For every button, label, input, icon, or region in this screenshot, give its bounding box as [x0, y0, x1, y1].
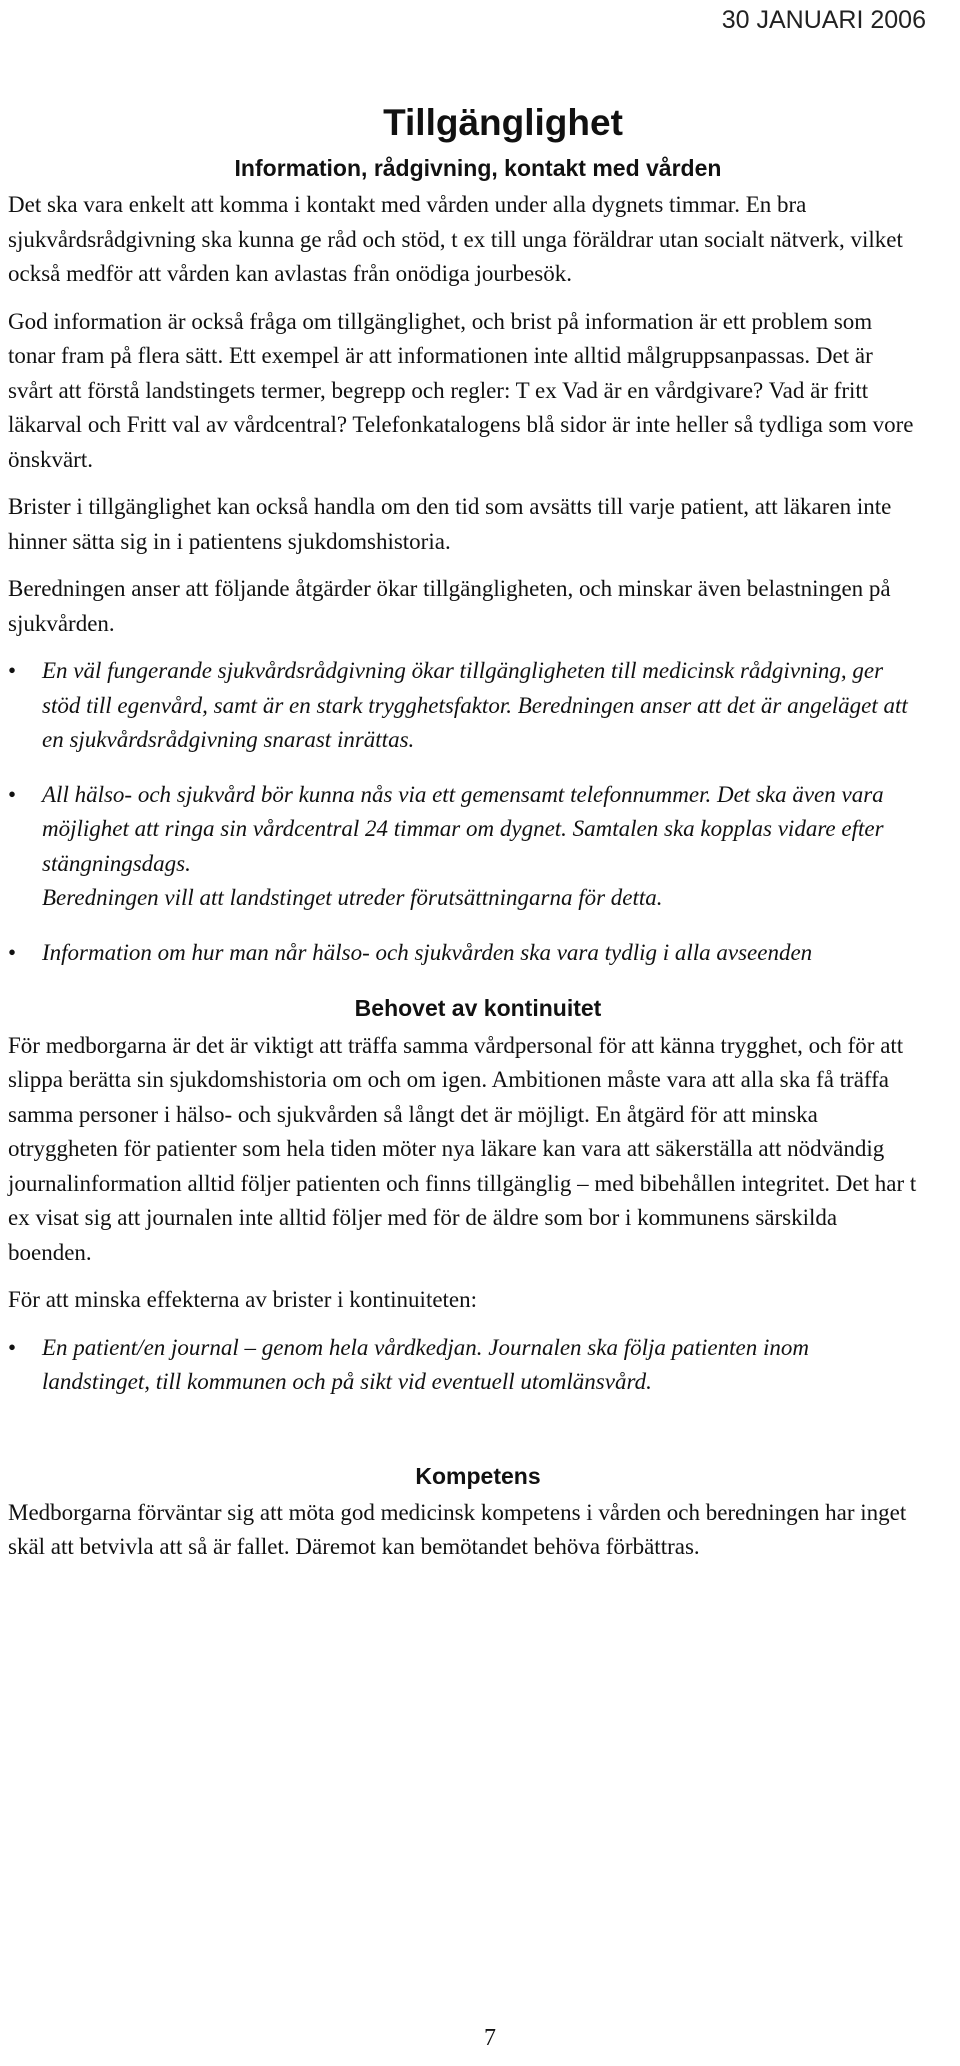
list-item — [8, 778, 918, 916]
paragraph: För medborgarna är det är viktigt att träffa samma vårdpersonal för att känna trygghet, och för att slippa berätta sin sjukdomshistoria om och om igen. Ambitionen måste vara att alla ska få träffa samma personer i hälso- och sjukvården så långt det är möjligt. En åtgärd för att minska otryggheten för patienter som hela tiden möter nya läkare kan vara att säkerställa att nödvändig journalinformation alltid följer patienten och finns tillgänglig – med bibehållen integritet. Det har t ex visat sig att journalen inte alltid följer med för de äldre som bor i kommunens särskilda boenden. — [8, 1032, 917, 1265]
paragraph: Medborgarna förväntar sig att möta god medicinsk kompetens i vården och beredningen har inget skäl att betvivla att så är fallet. Däremot kan bemötandet behöva förbättras. — [8, 1499, 907, 1560]
list-item-text: En patient/en journal – genom hela vårdkedjan. Journalen ska följa patienten inom landstinget, till kommunen och på sikt vid eventuell utomlänsvård. — [42, 1334, 809, 1395]
list-item-extra-line: Beredningen vill att landstinget utreder förutsättningarna för detta. — [42, 885, 663, 911]
bullet-list — [8, 1331, 918, 1400]
list-item-text: All hälso- och sjukvård bör kunna nås via ett gemensamt telefonnummer. Det ska även vara möjlighet att ringa sin vårdcentral 24 timmar om dygnet. Samtalen ska kopplas vidare efter stängningsdags. — [42, 781, 884, 876]
section-heading-kontinuitet: Behovet av kontinuitet — [354, 995, 602, 1022]
list-item — [8, 936, 918, 971]
paragraph: God information är också fråga om tillgänglighet, och brist på information är ett problem som tonar fram på flera sätt. Ett exempel är att informationen inte alltid målgruppsanpassas. Det är svårt att förstå landstingets termer, begrepp och regler: T ex Vad är en vårdgivare? Vad är fritt läkarval och Fritt val av vårdcentral? Telefonkatalogens blå sidor är inte heller så tydliga som vore önskvärt. — [8, 308, 914, 472]
section-heading-kompetens: Kompetens — [415, 1462, 541, 1489]
list-item-text: Information om hur man når hälso- och sjukvården ska vara tydlig i alla avseenden — [42, 939, 813, 965]
section-heading-information: Information, rådgivning, kontakt med vården — [234, 155, 722, 182]
paragraph: För att minska effekterna av brister i kontinuiteten: — [8, 1287, 478, 1313]
bullet-list — [8, 654, 918, 970]
bullet-icon: • — [8, 658, 17, 684]
header-date: 30 JANUARI 2006 — [721, 6, 926, 34]
list-item-text: En väl fungerande sjukvårdsrådgivning ökar tillgängligheten till medicinsk rådgivning, ger stöd till egenvård, samt är en stark trygghetsfaktor. Beredningen anser att det är angeläget att en sjukvårdsrådgivning snarast inrättas. — [42, 658, 908, 753]
bullet-icon: • — [8, 939, 17, 965]
paragraph: Brister i tillgänglighet kan också handla om den tid som avsätts till varje patient, att läkaren inte hinner sätta sig in i patientens sjukdomshistoria. — [8, 494, 892, 554]
page-number: 7 — [484, 2025, 496, 2051]
bullet-icon: • — [8, 781, 17, 807]
bullet-icon: • — [8, 1334, 17, 1360]
list-item — [8, 654, 918, 758]
page-content — [0, 100, 960, 1578]
paragraph: Det ska vara enkelt att komma i kontakt med vården under alla dygnets timmar. En bra sjukvårdsrådgivning ska kunna ge råd och stöd, t ex till unga föräldrar utan socialt nätverk, vilket också medför att vården kan avlastas från onödiga jourbesök. — [8, 192, 903, 287]
page-title: Tillgänglighet — [383, 102, 623, 143]
paragraph: Beredningen anser att följande åtgärder ökar tillgängligheten, och minskar även belastningen på sjukvården. — [8, 576, 891, 636]
list-item — [8, 1331, 918, 1400]
